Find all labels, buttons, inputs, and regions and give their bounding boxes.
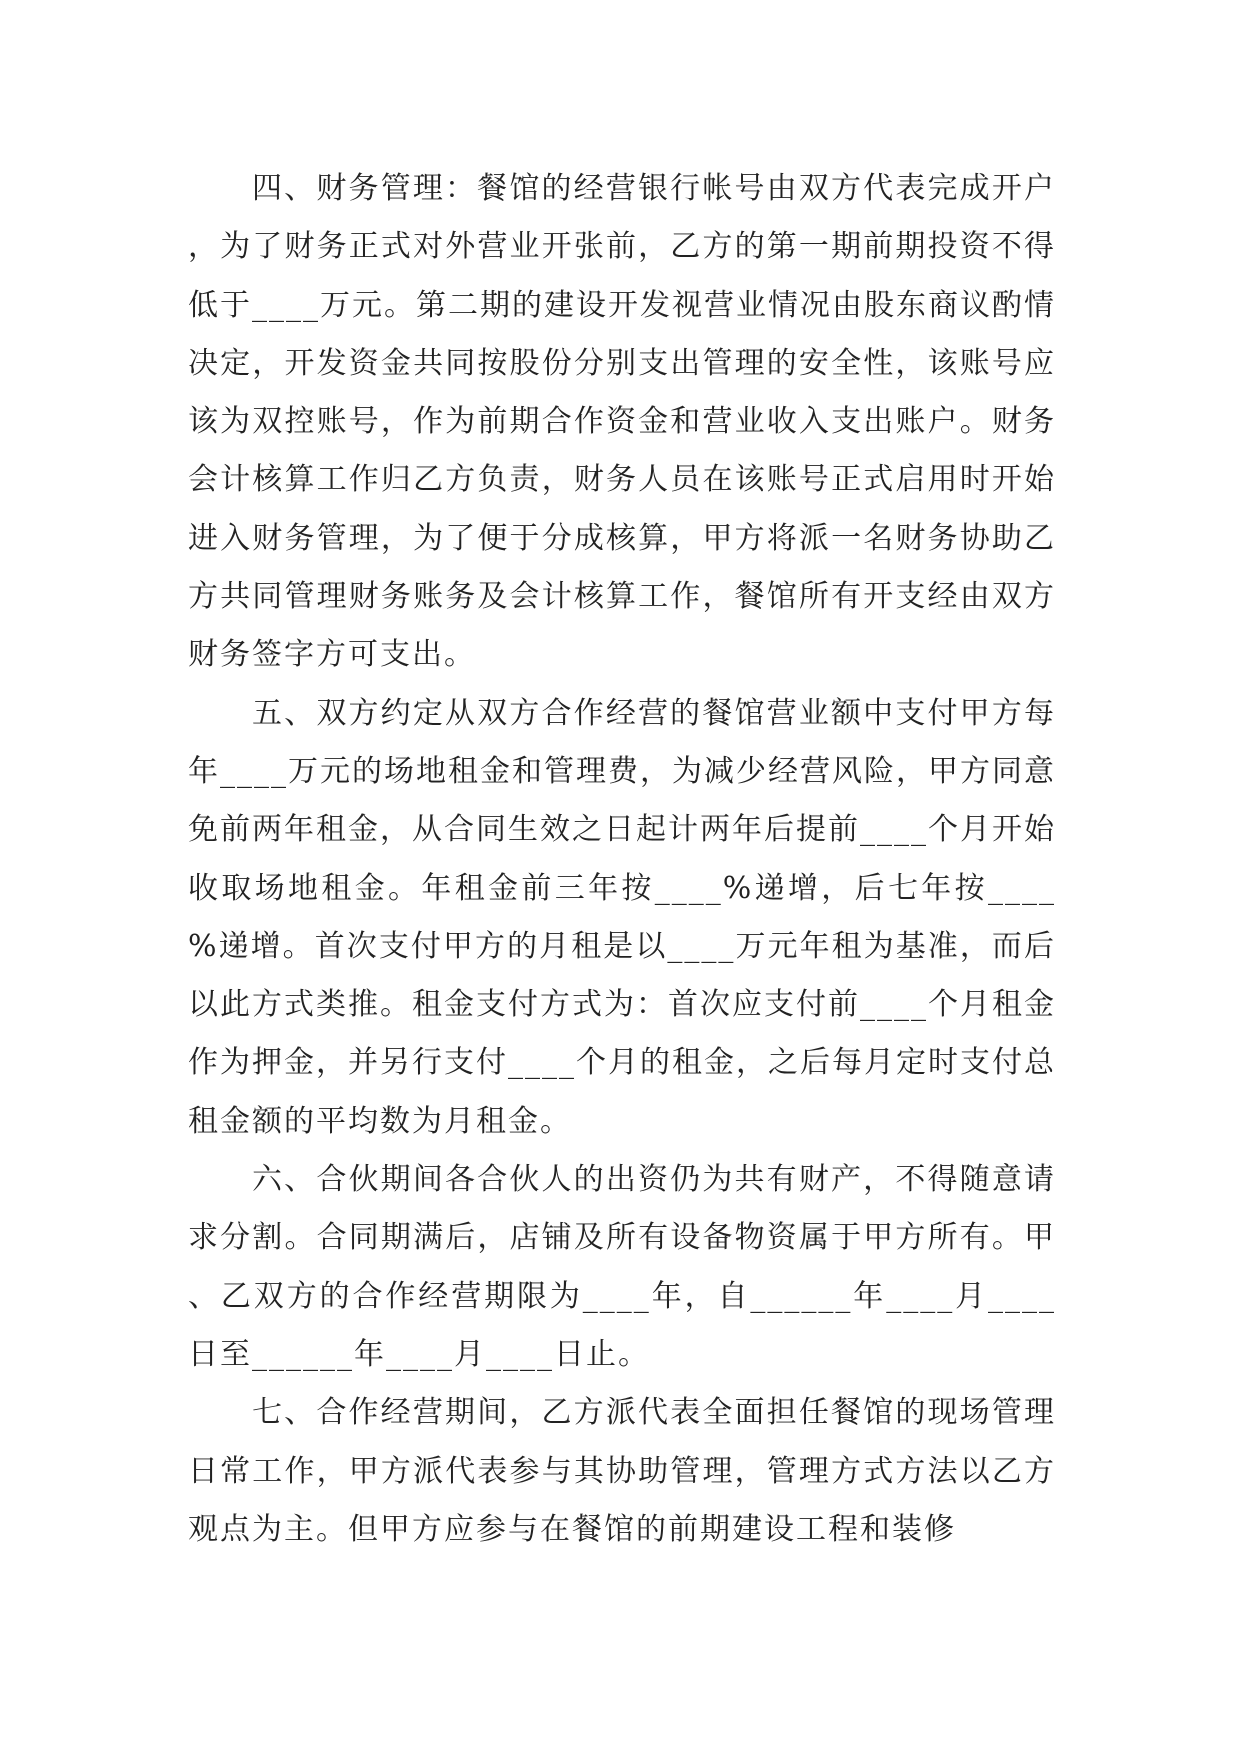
paragraph-finance-management: 四、财务管理：餐馆的经营银行帐号由双方代表完成开户，为了财务正式对外营业开张前，乙方的第一期前期投资不得低于____万元。第二期的建设开发视营业情况由股东商议酌情决定，开发资金共同按股份分别支出管理的安全性，该账号应该为双控账号，作为前期合作资金和营业收入支出账户。财务会计核算工作归乙方负责，财务人员在该账号正式启用时开始进入财务管理，为了便于分成核算，甲方将派一名财务协助乙方共同管理财务账务及会计核算工作，餐馆所有开支经由双方财务签字方可支出。 bbox=[188, 171, 1056, 673]
paragraph-partnership-term: 六、合伙期间各合伙人的出资仍为共有财产，不得随意请求分割。合同期满后，店铺及所有设备物资属于甲方所有。甲、乙双方的合作经营期限为____年，自______年____月____日至______年____月____日止。 bbox=[188, 1162, 1056, 1372]
paragraph-rent-payment: 五、双方约定从双方合作经营的餐馆营业额中支付甲方每年____万元的场地租金和管理费，为减少经营风险，甲方同意免前两年租金，从合同生效之日起计两年后提前____个月开始收取场地租金。年租金前三年按____%递增，后七年按____%递增。首次支付甲方的月租是以____万元年租为基准，而后以此方式类推。租金支付方式为：首次应支付前____个月租金作为押金，并另行支付____个月的租金，之后每月定时支付总租金额的平均数为月租金。 bbox=[188, 695, 1056, 1139]
paragraph-operation-management: 七、合作经营期间，乙方派代表全面担任餐馆的现场管理日常工作，甲方派代表参与其协助管理，管理方式方法以乙方观点为主。但甲方应参与在餐馆的前期建设工程和装修 bbox=[188, 1395, 1056, 1547]
document-body bbox=[188, 160, 1056, 1559]
